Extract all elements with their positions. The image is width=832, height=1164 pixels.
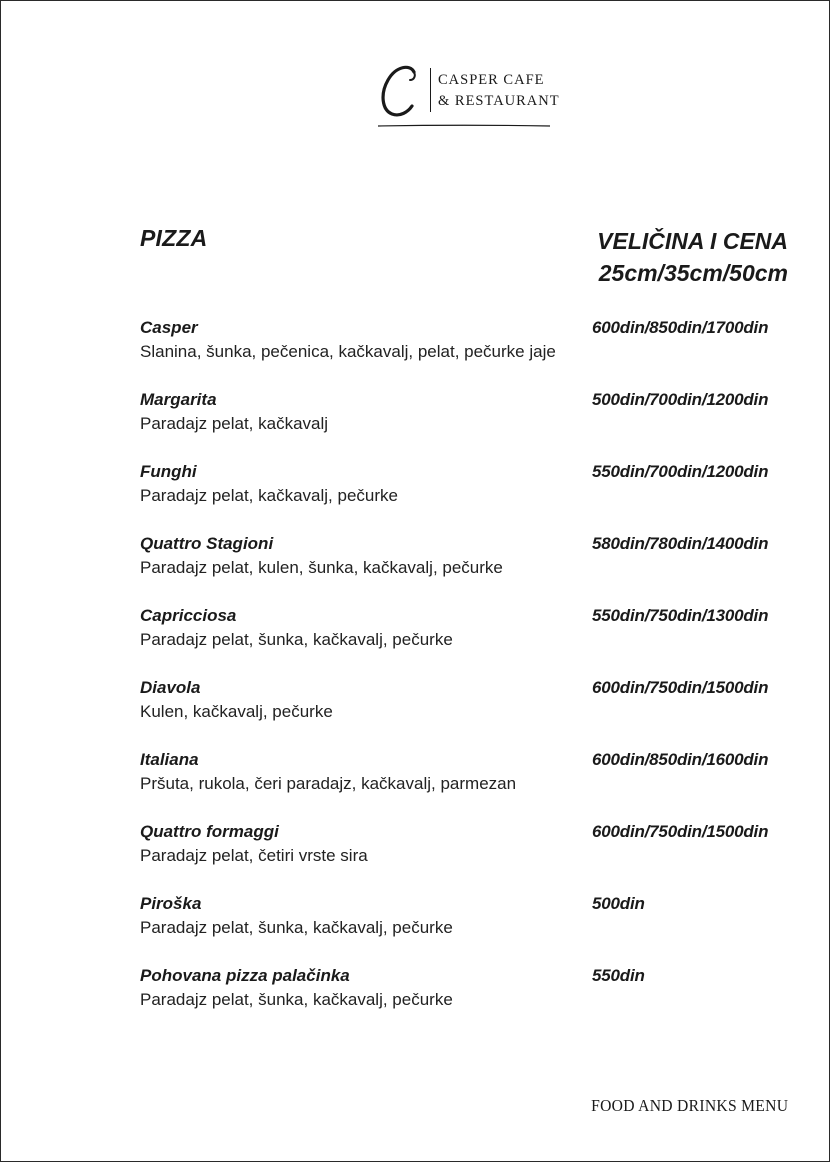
item-description: Paradajz pelat, četiri vrste sira [140,846,368,865]
menu-item [140,894,790,966]
logo-line-1: CASPER CAFE [438,72,545,88]
item-name: Casper [140,318,198,337]
menu-item [140,678,790,750]
item-description: Pršuta, rukola, čeri paradajz, kačkavalj, parmezan [140,774,517,793]
item-price: 600din/750din/1500din [592,822,769,841]
size-price-header [597,225,788,289]
item-description: Paradajz pelat, kulen, šunka, kačkavalj, pečurke [140,558,503,577]
logo-mark-c-icon [376,62,426,120]
size-values: 25cm/35cm/50cm [598,260,788,286]
item-price: 550din/700din/1200din [592,462,769,481]
item-name: Quattro Stagioni [140,534,274,553]
size-label: VELIČINA I CENA [597,228,788,254]
logo-divider [430,68,431,112]
menu-item [140,390,790,462]
item-name: Capricciosa [140,606,237,625]
logo-line-2: & RESTAURANT [438,93,560,109]
menu-item [140,966,790,1038]
item-price: 600din/850din/1600din [592,750,769,769]
menu-item [140,462,790,534]
menu-item [140,750,790,822]
item-description: Paradajz pelat, kačkavalj, pečurke [140,486,398,505]
menu-item [140,606,790,678]
item-name: Piroška [140,894,202,913]
item-description: Kulen, kačkavalj, pečurke [140,702,333,721]
item-price: 580din/780din/1400din [592,534,769,553]
menu-item [140,822,790,894]
item-name: Margarita [140,390,217,409]
item-description: Paradajz pelat, šunka, kačkavalj, pečurke [140,630,453,649]
item-price: 550din [592,966,645,985]
item-name: Quattro formaggi [140,822,279,841]
logo-wordmark [438,70,560,112]
item-price: 500din/700din/1200din [592,390,769,409]
menu-item [140,534,790,606]
item-price: 600din/850din/1700din [592,318,769,337]
item-name: Italiana [140,750,199,769]
menu-item [140,318,790,390]
footer-label: FOOD AND DRINKS MENU [590,1096,788,1115]
item-price: 550din/750din/1300din [592,606,769,625]
item-description: Paradajz pelat, šunka, kačkavalj, pečurke [140,990,453,1009]
section-title: PIZZA [140,225,208,251]
logo-underline [376,124,552,128]
item-description: Slanina, šunka, pečenica, kačkavalj, pelat, pečurke jaje [140,342,556,361]
item-price: 500din [592,894,645,913]
logo [376,62,560,128]
item-name: Diavola [140,678,201,697]
item-description: Paradajz pelat, kačkavalj [140,414,329,433]
menu-list [140,318,790,1038]
item-name: Pohovana pizza palačinka [140,966,350,985]
item-price: 600din/750din/1500din [592,678,769,697]
item-description: Paradajz pelat, šunka, kačkavalj, pečurke [140,918,453,937]
item-name: Funghi [140,462,197,481]
